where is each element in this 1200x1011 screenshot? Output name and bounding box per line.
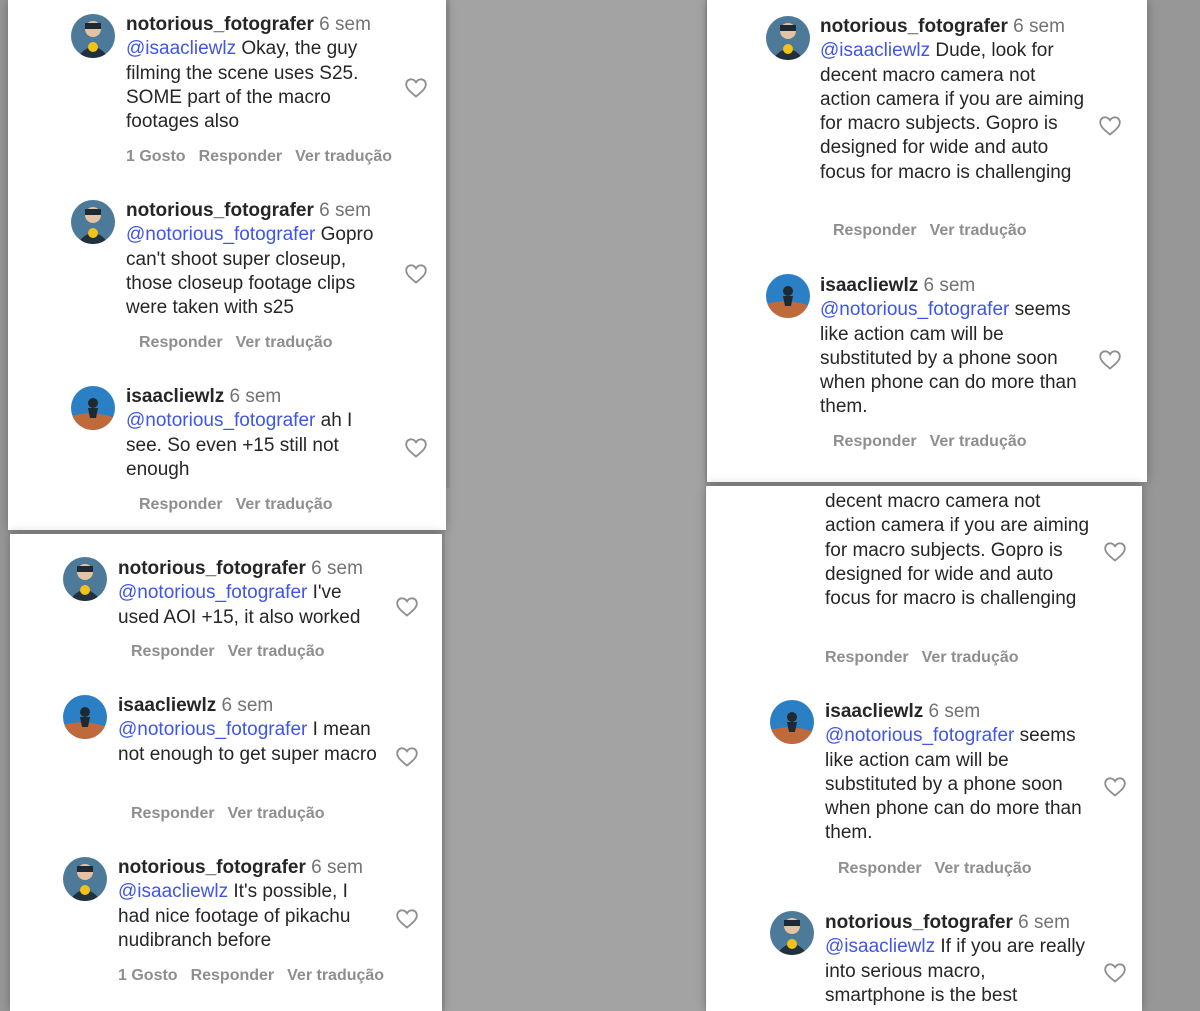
reply-button[interactable]: Responder	[131, 643, 215, 660]
comment-text	[126, 385, 391, 482]
translate-button[interactable]: Ver tradução	[227, 805, 325, 822]
heart-icon[interactable]	[404, 76, 428, 100]
comment-actions	[118, 805, 338, 823]
avatar[interactable]	[63, 857, 107, 901]
comment-body: Gopro can't shoot super closeup, those closeup footage clips were taken with s25	[126, 224, 374, 319]
heart-icon[interactable]	[1103, 961, 1127, 985]
reply-button[interactable]: Responder	[825, 649, 909, 666]
comment-username[interactable]: notorious_fotografer	[118, 558, 306, 579]
comment-actions	[825, 860, 1045, 878]
mention-link[interactable]: @notorious_fotografer	[118, 719, 308, 741]
comment-body: If if you are really into serious macro, smartphone is the best	[825, 936, 1086, 1006]
mention-link[interactable]: @notorious_fotografer	[126, 410, 316, 432]
reply-button[interactable]: Responder	[198, 148, 283, 165]
comment-body: ah I see. So even +15 still not enough	[126, 410, 353, 480]
comment-time[interactable]: 6 sem	[319, 14, 371, 35]
avatar[interactable]	[770, 911, 814, 955]
comment-actions	[126, 334, 346, 352]
translate-button[interactable]: Ver tradução	[295, 148, 393, 165]
heart-icon[interactable]	[1098, 348, 1122, 372]
comment-username[interactable]: notorious_fotografer	[825, 912, 1013, 933]
comment-time[interactable]: 6 sem	[923, 275, 976, 296]
comments-panel-bottom-left[interactable]	[10, 534, 442, 1011]
comment-text	[118, 694, 383, 767]
reply-button[interactable]: Responder	[833, 433, 917, 450]
avatar[interactable]	[63, 695, 107, 739]
translate-button[interactable]: Ver tradução	[921, 649, 1019, 666]
comment-body-partial: decent macro camera not action camera if you are aiming for macro subjects. Gopro is designed for wide and auto focus for macro is challenging	[825, 491, 1090, 610]
comment-text	[126, 199, 391, 320]
comments-panel-top-right[interactable]	[707, 0, 1147, 482]
translate-button[interactable]: Ver tradução	[235, 334, 333, 351]
comment-time[interactable]: 6 sem	[1013, 16, 1065, 37]
comment-text	[825, 911, 1090, 1008]
heart-icon[interactable]	[395, 595, 419, 619]
heart-icon[interactable]	[404, 262, 428, 286]
comment-body: It's possible, I had nice footage of pikachu nudibranch before	[118, 881, 351, 951]
background-window-top	[450, 0, 705, 530]
mention-link[interactable]: @notorious_fotografer	[820, 299, 1010, 321]
mention-link[interactable]: @isaacliewlz	[825, 936, 936, 958]
reply-button[interactable]: Responder	[833, 222, 917, 239]
comment-body: Okay, the guy filming the scene uses S25. SOME part of the macro footages also	[126, 38, 359, 133]
comment-username[interactable]: notorious_fotografer	[126, 200, 314, 221]
comment-text	[126, 13, 391, 134]
comment-body: I've used AOI +15, it also worked	[118, 582, 361, 628]
comment-body: I mean not enough to get super macro	[118, 719, 377, 765]
translate-button[interactable]: Ver tradução	[287, 967, 385, 984]
comment-username[interactable]: notorious_fotografer	[118, 857, 306, 878]
heart-icon[interactable]	[395, 907, 419, 931]
comment-body: seems like action cam will be substituted by a phone soon when phone can do more than them.	[820, 299, 1077, 418]
likes-count[interactable]: 1 Gosto	[126, 148, 186, 165]
background-window-bottom	[445, 488, 705, 1011]
comment-time[interactable]: 6 sem	[311, 857, 363, 878]
comment-time[interactable]: 6 sem	[319, 200, 371, 221]
translate-button[interactable]: Ver tradução	[934, 860, 1032, 877]
mention-link[interactable]: @notorious_fotografer	[118, 582, 308, 604]
comment-time[interactable]: 6 sem	[229, 386, 282, 407]
mention-link[interactable]: @notorious_fotografer	[825, 725, 1015, 747]
comment-time[interactable]: 6 sem	[221, 695, 274, 716]
likes-count[interactable]: 1 Gosto	[118, 967, 178, 984]
comment-actions	[118, 643, 338, 661]
avatar[interactable]	[71, 386, 115, 430]
mention-link[interactable]: @isaacliewlz	[126, 38, 237, 60]
comment-text	[118, 856, 383, 953]
comment-body: seems like action cam will be substituted by a phone soon when phone can do more than them.	[825, 725, 1082, 844]
comment-time[interactable]: 6 sem	[928, 701, 981, 722]
avatar[interactable]	[766, 16, 810, 60]
comment-text	[820, 15, 1085, 185]
comment-actions	[126, 496, 346, 514]
comment-actions	[820, 433, 1040, 451]
reply-button[interactable]: Responder	[139, 496, 223, 513]
mention-link[interactable]: @notorious_fotografer	[126, 224, 316, 246]
heart-icon[interactable]	[1103, 540, 1127, 564]
comment-actions	[126, 148, 405, 166]
comment-body: Dude, look for decent macro camera not action camera if you are aiming for macro subjects. Gopro is designed for wide and auto focus for macro is challenging	[820, 40, 1085, 183]
heart-icon[interactable]	[395, 745, 419, 769]
comment-username[interactable]: isaacliewlz	[126, 386, 225, 407]
avatar[interactable]	[770, 700, 814, 744]
reply-button[interactable]: Responder	[139, 334, 223, 351]
avatar[interactable]	[63, 557, 107, 601]
mention-link[interactable]: @isaacliewlz	[118, 881, 229, 903]
translate-button[interactable]: Ver tradução	[929, 433, 1027, 450]
comment-actions	[118, 967, 397, 985]
comment-time[interactable]: 6 sem	[311, 558, 363, 579]
comments-panel-top-left[interactable]	[8, 0, 446, 530]
translate-button[interactable]: Ver tradução	[235, 496, 333, 513]
translate-button[interactable]: Ver tradução	[929, 222, 1027, 239]
avatar[interactable]	[766, 274, 810, 318]
avatar[interactable]	[71, 200, 115, 244]
reply-button[interactable]: Responder	[838, 860, 922, 877]
comment-actions	[825, 649, 1032, 667]
comments-panel-bottom-right[interactable]	[706, 486, 1142, 1011]
comment-username[interactable]: isaacliewlz	[820, 275, 919, 296]
reply-button[interactable]: Responder	[190, 967, 275, 984]
translate-button[interactable]: Ver tradução	[227, 643, 325, 660]
comment-time[interactable]: 6 sem	[1018, 912, 1070, 933]
mention-link[interactable]: @isaacliewlz	[820, 40, 931, 62]
comment-text	[820, 274, 1085, 420]
comment-username[interactable]: isaacliewlz	[118, 695, 217, 716]
comment-username[interactable]: notorious_fotografer	[126, 14, 314, 35]
comment-text	[118, 557, 383, 630]
comment-actions	[820, 222, 1040, 240]
heart-icon[interactable]	[1103, 775, 1127, 799]
avatar[interactable]	[71, 14, 115, 58]
heart-icon[interactable]	[404, 436, 428, 460]
comment-username[interactable]: notorious_fotografer	[820, 16, 1008, 37]
reply-button[interactable]: Responder	[131, 805, 215, 822]
comment-text	[825, 700, 1090, 846]
heart-icon[interactable]	[1098, 114, 1122, 138]
comment-username[interactable]: isaacliewlz	[825, 701, 924, 722]
